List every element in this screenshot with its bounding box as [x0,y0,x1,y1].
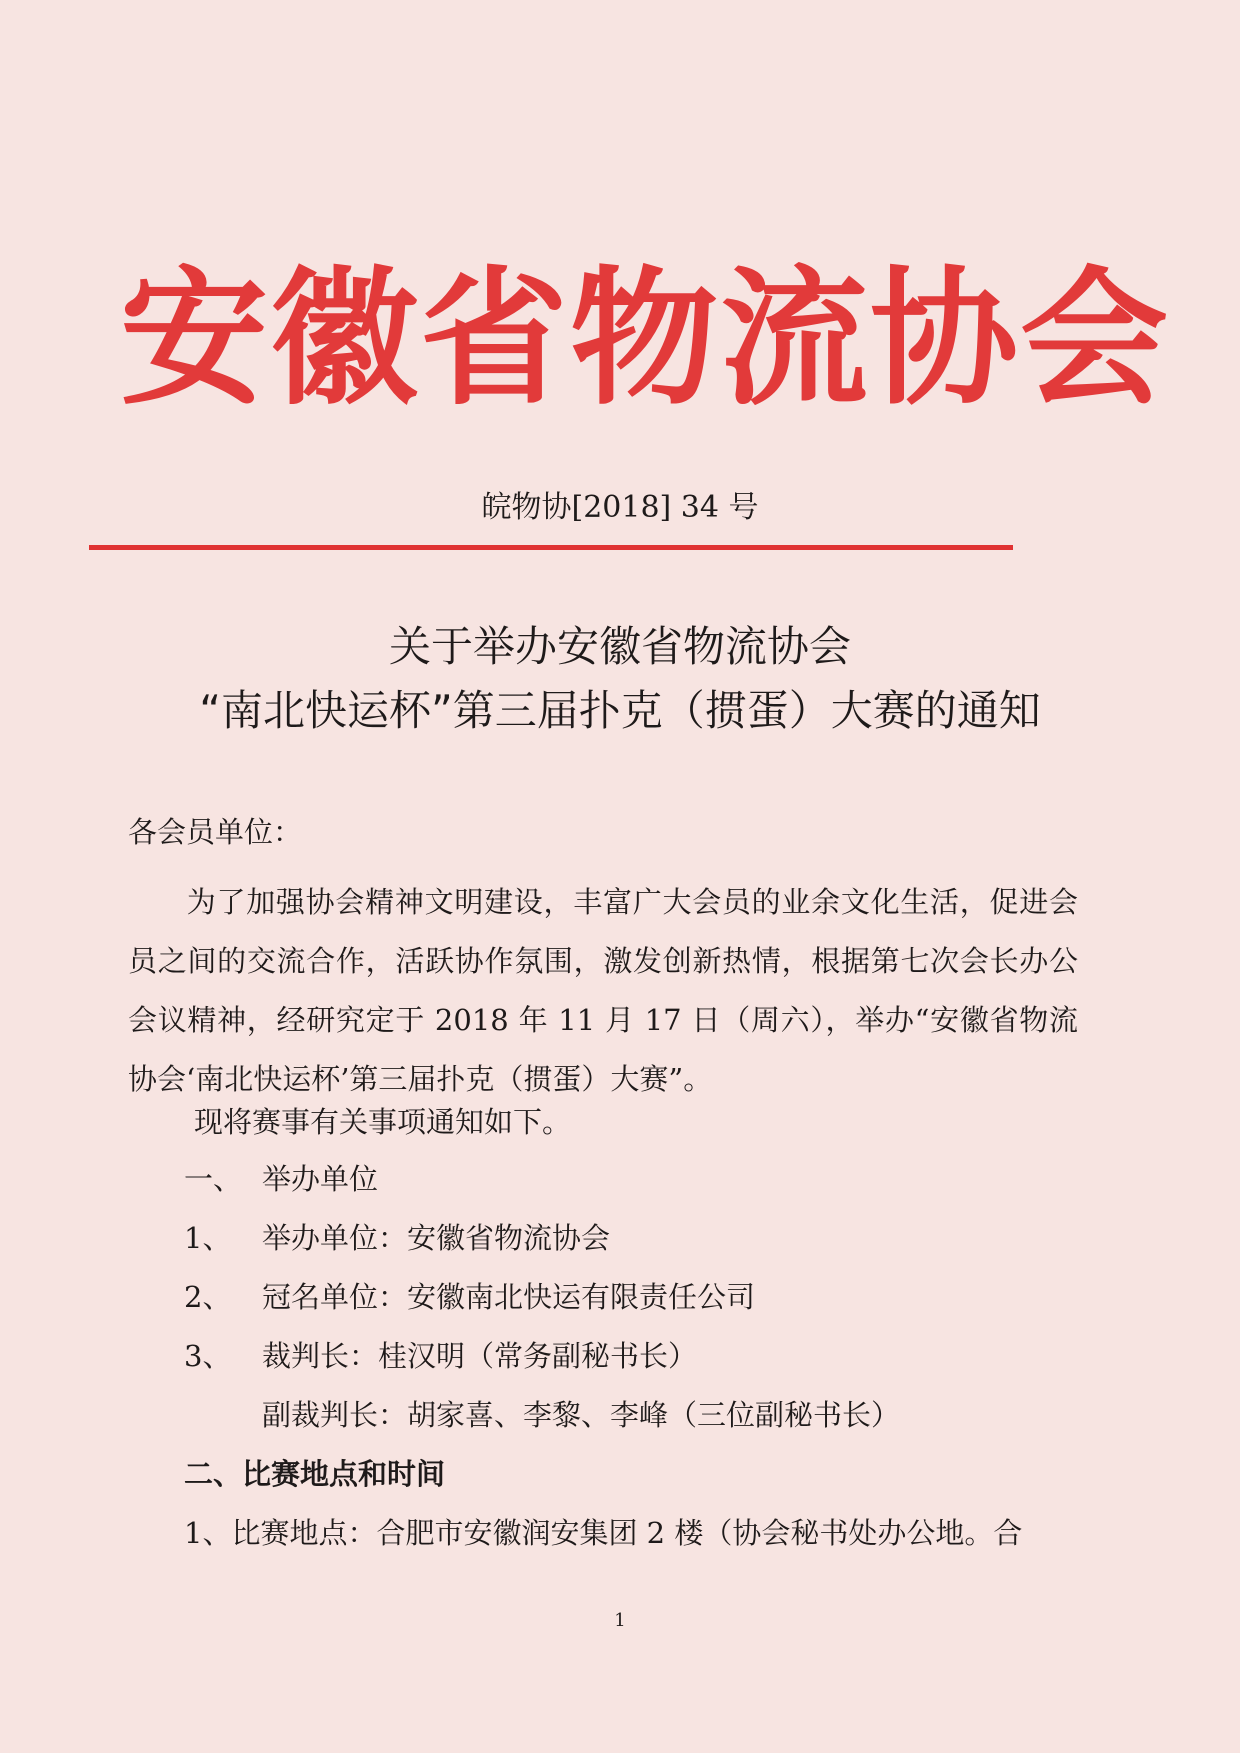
intro-paragraph-text: 为了加强协会精神文明建设，丰富广大会员的业余文化生活，促进会员之间的交流合作，活跃协作氛围，激发创新热情，根据第七次会长办公会议精神，经研究定于 2018 年 11 月 17 日（周六），举办“安徽省物流协会‘南北快运杯’第三届扑克（掼蛋）大赛”。 [128,885,1078,1096]
salutation: 各会员单位： [128,815,303,849]
notice-title-line-2: “南北快运杯”第三届扑克（掼蛋）大赛的通知 [199,686,1041,735]
letterhead-red-rule [89,545,1013,550]
section2-item-1: 1、比赛地点：合肥市安徽润安集团 2 楼（协会秘书处办公地。合 [184,1516,1023,1550]
section1-item-2-number: 2、 [184,1280,232,1314]
section1-item-2: 冠名单位：安徽南北快运有限责任公司 [262,1280,756,1314]
section2-heading: 二、比赛地点和时间 [184,1457,446,1491]
section1-item-3-number: 3、 [184,1339,232,1373]
org-letterhead: 安徽省物流协会 [120,253,1170,425]
section1-item-3: 裁判长：桂汉明（常务副秘书长） [262,1339,698,1373]
section1-item-4: 副裁判长：胡家喜、李黎、李峰（三位副秘书长） [262,1398,901,1432]
section1-heading-number: 一、 [184,1162,243,1196]
section1-heading: 举办单位 [262,1162,379,1196]
notice-title-line-1: 关于举办安徽省物流协会 [388,622,851,671]
intro-paragraph [128,873,1078,1109]
section1-item-1-number: 1、 [184,1221,232,1255]
page-number: 1 [614,1610,626,1631]
section1-item-1: 举办单位：安徽省物流协会 [262,1221,611,1255]
document-number: 皖物协[2018] 34 号 [481,490,759,525]
notice-line: 现将赛事有关事项通知如下。 [194,1105,572,1139]
